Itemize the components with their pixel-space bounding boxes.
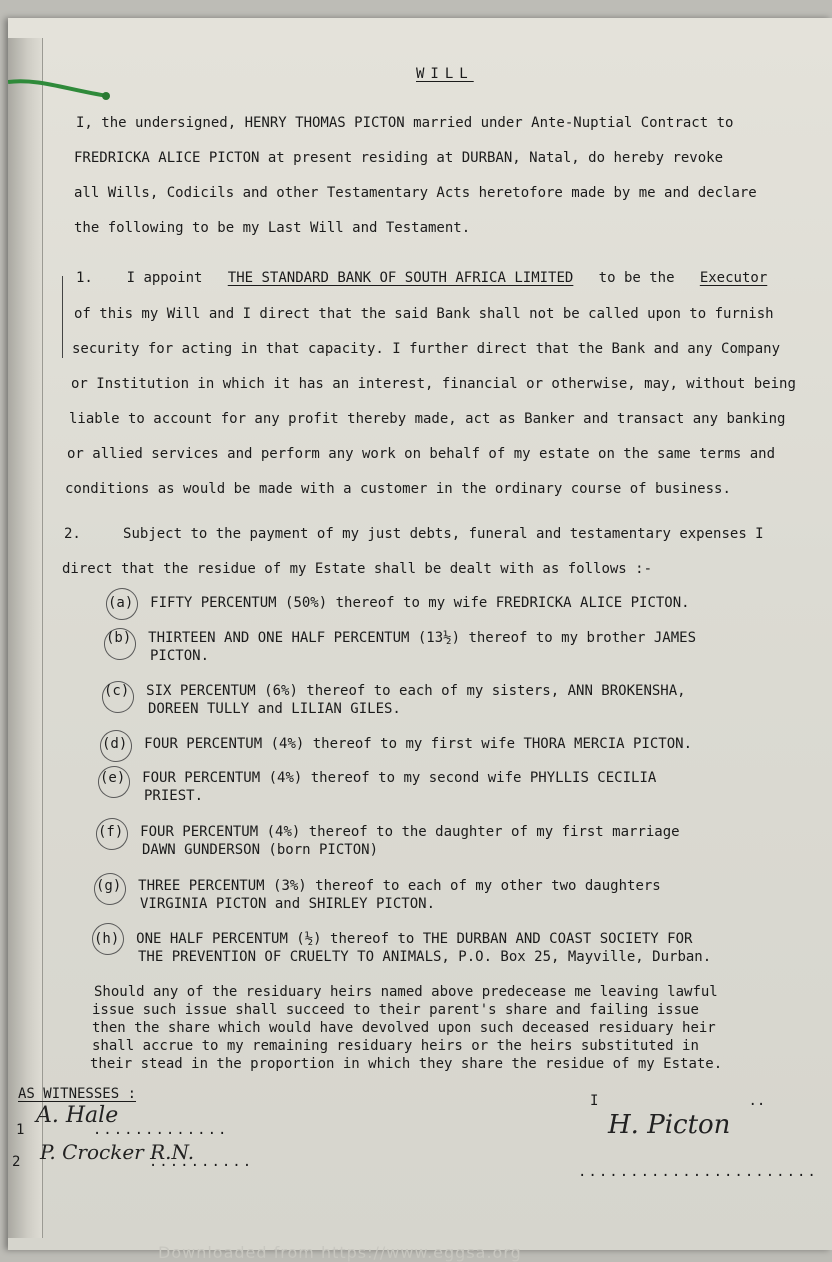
bequest-text: SIX PERCENTUM (6%) thereof to each of my sisters, ANN BROKENSHA, — [146, 683, 686, 699]
clause-1-line: or allied services and perform any work on behalf of my estate on the same terms and — [67, 446, 776, 462]
witness-number: 1 — [16, 1122, 25, 1138]
clause-number: 1. — [76, 270, 93, 286]
bequest-text: FOUR PERCENTUM (4%) thereof to the daughter of my first marriage — [140, 824, 680, 840]
bequest-b-line-2: PICTON. — [150, 648, 210, 664]
to-be-the: to be the — [598, 270, 675, 286]
bequest-label: (d) — [102, 736, 128, 752]
bequest-text: FIFTY PERCENTUM (50%) thereof to my wife FREDRICKA ALICE PICTON. — [150, 595, 690, 611]
bequest-c — [104, 683, 686, 699]
bequest-label: (b) — [106, 630, 132, 646]
bequest-b — [106, 630, 696, 646]
testator-prefix: I — [590, 1093, 599, 1109]
intro-line: all Wills, Codicils and other Testamentary Acts heretofore made by me and declare — [74, 185, 757, 201]
document-title: WILL — [416, 66, 474, 82]
bequest-g-line-2: VIRGINIA PICTON and SHIRLEY PICTON. — [140, 896, 436, 912]
clause-1-line: security for acting in that capacity. I further direct that the Bank and any Company — [72, 341, 781, 357]
substitution-line: their stead in the proportion in which they share the residue of my Estate. — [90, 1056, 723, 1072]
margin-bracket — [62, 276, 63, 358]
clause-1-line: liable to account for any profit thereby made, act as Banker and transact any banking — [69, 411, 786, 427]
bequest-label: (h) — [94, 931, 120, 947]
signature-dots: .......... — [148, 1154, 254, 1170]
witness-1-signature: A. Hale — [36, 1103, 119, 1128]
intro-line: the following to be my Last Will and Testament. — [74, 220, 471, 236]
page-curl — [8, 38, 43, 1238]
bequest-label: (e) — [100, 770, 126, 786]
bequest-e — [100, 770, 656, 786]
bequest-text: ONE HALF PERCENTUM (½) thereof to THE DURBAN AND COAST SOCIETY FOR — [136, 931, 693, 947]
clause-2-line: Subject to the payment of my just debts, funeral and testamentary expenses I — [123, 526, 764, 542]
intro-line: FREDRICKA ALICE PICTON at present residing at DURBAN, Natal, do hereby revoke — [74, 150, 724, 166]
clause-2-first-line — [64, 526, 764, 542]
clause-number: 2. — [64, 526, 81, 542]
bequest-label: (a) — [108, 595, 134, 611]
bequest-f — [98, 824, 680, 840]
bequest-d — [102, 736, 692, 752]
intro-line: I, the undersigned, HENRY THOMAS PICTON married under Ante-Nuptial Contract to — [76, 115, 734, 131]
bequest-g — [96, 878, 661, 894]
clause-1-line: conditions as would be made with a customer in the ordinary course of business. — [65, 481, 731, 497]
bequest-c-line-2: DOREEN TULLY and LILIAN GILES. — [148, 701, 401, 717]
substitution-line: shall accrue to my remaining residuary heirs or the heirs substituted in — [92, 1038, 699, 1054]
bequest-label: (f) — [98, 824, 124, 840]
executor-word: Executor — [699, 270, 768, 286]
bequest-h-line-2: THE PREVENTION OF CRUELTY TO ANIMALS, P.O. Box 25, Mayville, Durban. — [138, 949, 712, 965]
binding-string — [8, 76, 112, 104]
witnesses-heading: AS WITNESSES : — [18, 1086, 137, 1102]
clause-1-heading — [76, 270, 767, 286]
bequest-text: FOUR PERCENTUM (4%) thereof to my second wife PHYLLIS CECILIA — [142, 770, 657, 786]
clause-2-line: direct that the residue of my Estate shall be dealt with as follows :- — [62, 561, 653, 577]
substitution-line: issue such issue shall succeed to their parent's share and failing issue — [92, 1002, 699, 1018]
clause-1-line: or Institution in which it has an interest, financial or otherwise, may, without being — [71, 376, 796, 392]
substitution-line: Should any of the residuary heirs named above predecease me leaving lawful — [94, 984, 718, 1000]
substitution-line: then the share which would have devolved upon such deceased residuary heir — [92, 1020, 716, 1036]
bequest-a — [108, 595, 690, 611]
clause-1-line: of this my Will and I direct that the said Bank shall not be called upon to furnish — [74, 306, 774, 322]
document-page — [8, 18, 832, 1262]
bequest-h — [94, 931, 692, 947]
witness-number: 2 — [12, 1154, 21, 1170]
witness-2-signature: P. Crocker R.N. — [40, 1140, 195, 1164]
bequest-f-line-2: DAWN GUNDERSON (born PICTON) — [142, 842, 379, 858]
bequest-label: (g) — [96, 878, 122, 894]
bequest-text: THREE PERCENTUM (3%) thereof to each of my other two daughters — [138, 878, 661, 894]
testator-dots: ....................... — [578, 1164, 818, 1180]
testator-trail: .. — [748, 1093, 766, 1109]
bequest-e-line-2: PRIEST. — [144, 788, 204, 804]
executor-name: THE STANDARD BANK OF SOUTH AFRICA LIMITED — [227, 270, 574, 286]
bequest-label: (c) — [104, 683, 130, 699]
clause-lead: I appoint — [126, 270, 203, 286]
download-watermark: Downloaded from https://www.eggsa.org — [158, 1243, 522, 1262]
bequest-text: FOUR PERCENTUM (4%) thereof to my first wife THORA MERCIA PICTON. — [144, 736, 693, 752]
bequest-text: THIRTEEN AND ONE HALF PERCENTUM (13½) thereof to my brother JAMES — [148, 630, 697, 646]
testator-signature: H. Picton — [608, 1110, 731, 1140]
signature-dots: ............. — [92, 1122, 229, 1138]
testator-line — [590, 1093, 765, 1109]
